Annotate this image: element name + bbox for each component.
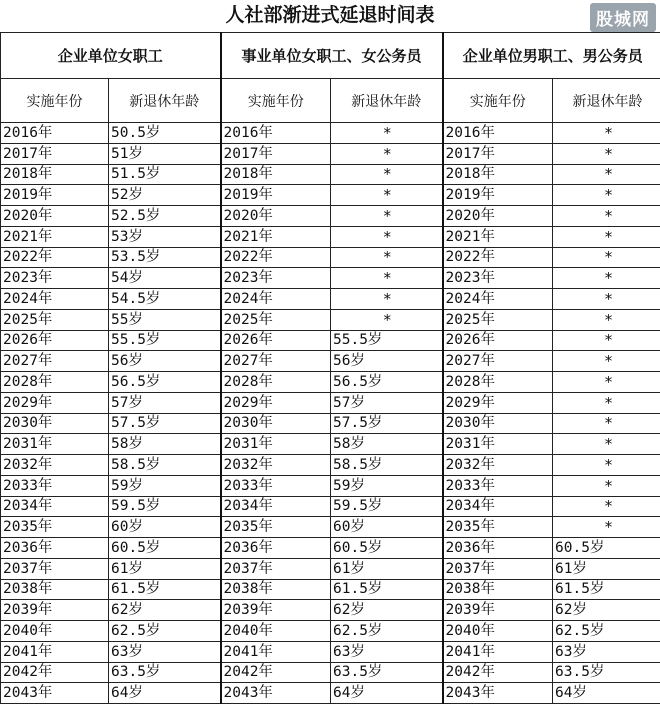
- age-cell: 61.5岁: [553, 579, 660, 600]
- year-cell: 2027年: [221, 351, 331, 372]
- year-cell: 2028年: [221, 372, 331, 393]
- year-cell: 2029年: [443, 392, 553, 413]
- year-cell: 2016年: [221, 123, 331, 144]
- year-cell: 2041年: [221, 641, 331, 662]
- table-row: [1, 268, 660, 289]
- age-cell: *: [553, 268, 660, 289]
- age-cell: 62.5岁: [331, 621, 443, 642]
- year-cell: 2036年: [1, 538, 109, 559]
- age-cell: 58岁: [331, 434, 443, 455]
- year-cell: 2024年: [443, 289, 553, 310]
- year-cell: 2019年: [443, 185, 553, 206]
- year-cell: 2016年: [1, 123, 109, 144]
- year-cell: 2034年: [443, 496, 553, 517]
- age-cell: 64岁: [109, 683, 221, 704]
- year-cell: 2038年: [221, 579, 331, 600]
- age-cell: *: [553, 164, 660, 185]
- year-cell: 2027年: [443, 351, 553, 372]
- table-row: [1, 206, 660, 227]
- year-cell: 2037年: [443, 558, 553, 579]
- year-cell: 2026年: [443, 330, 553, 351]
- year-cell: 2019年: [221, 185, 331, 206]
- age-cell: 61岁: [109, 558, 221, 579]
- year-cell: 2043年: [1, 683, 109, 704]
- age-cell: *: [553, 372, 660, 393]
- table-row: [1, 351, 660, 372]
- age-cell: 62.5岁: [553, 621, 660, 642]
- table-row: [1, 662, 660, 683]
- age-cell: 61岁: [553, 558, 660, 579]
- age-cell: 59岁: [331, 475, 443, 496]
- age-cell: *: [553, 475, 660, 496]
- table-row: [1, 372, 660, 393]
- year-cell: 2022年: [221, 247, 331, 268]
- age-cell: 52岁: [109, 185, 221, 206]
- age-cell: *: [553, 351, 660, 372]
- year-cell: 2023年: [1, 268, 109, 289]
- table-row: [1, 330, 660, 351]
- year-cell: 2018年: [1, 164, 109, 185]
- table-row: [1, 455, 660, 476]
- table-row: [1, 123, 660, 144]
- year-cell: 2023年: [443, 268, 553, 289]
- year-cell: 2021年: [221, 226, 331, 247]
- year-cell: 2031年: [443, 434, 553, 455]
- age-cell: 60.5岁: [331, 538, 443, 559]
- age-cell: *: [553, 455, 660, 476]
- age-cell: *: [553, 226, 660, 247]
- table-row: [1, 413, 660, 434]
- year-cell: 2021年: [443, 226, 553, 247]
- year-cell: 2022年: [1, 247, 109, 268]
- age-cell: *: [553, 392, 660, 413]
- year-cell: 2032年: [1, 455, 109, 476]
- age-cell: *: [553, 143, 660, 164]
- year-cell: 2038年: [1, 579, 109, 600]
- age-cell: 58岁: [109, 434, 221, 455]
- age-cell: *: [553, 434, 660, 455]
- table-row: [1, 185, 660, 206]
- age-cell: 59岁: [109, 475, 221, 496]
- age-cell: 60岁: [331, 517, 443, 538]
- year-cell: 2037年: [221, 558, 331, 579]
- age-cell: 63岁: [553, 641, 660, 662]
- year-cell: 2040年: [443, 621, 553, 642]
- year-cell: 2026年: [1, 330, 109, 351]
- age-cell: 54岁: [109, 268, 221, 289]
- year-cell: 2029年: [1, 392, 109, 413]
- age-cell: 54.5岁: [109, 289, 221, 310]
- age-cell: 56.5岁: [109, 372, 221, 393]
- age-cell: 57岁: [331, 392, 443, 413]
- age-cell: 55岁: [109, 309, 221, 330]
- age-cell: 59.5岁: [331, 496, 443, 517]
- year-cell: 2021年: [1, 226, 109, 247]
- year-cell: 2031年: [221, 434, 331, 455]
- column-header-year: 实施年份: [1, 79, 109, 123]
- age-cell: 57.5岁: [331, 413, 443, 434]
- year-cell: 2025年: [1, 309, 109, 330]
- column-header-year: 实施年份: [221, 79, 331, 123]
- age-cell: 62岁: [109, 600, 221, 621]
- age-cell: *: [553, 413, 660, 434]
- year-cell: 2022年: [443, 247, 553, 268]
- table-row: [1, 434, 660, 455]
- age-cell: 58.5岁: [109, 455, 221, 476]
- age-cell: 52.5岁: [109, 206, 221, 227]
- age-cell: *: [331, 206, 443, 227]
- age-cell: *: [331, 226, 443, 247]
- table-row: [1, 143, 660, 164]
- age-cell: 53.5岁: [109, 247, 221, 268]
- year-cell: 2028年: [443, 372, 553, 393]
- year-cell: 2039年: [443, 600, 553, 621]
- table-body: [1, 123, 660, 704]
- age-cell: 63岁: [331, 641, 443, 662]
- age-cell: 61岁: [331, 558, 443, 579]
- age-cell: 60.5岁: [109, 538, 221, 559]
- age-cell: 57岁: [109, 392, 221, 413]
- age-cell: 56.5岁: [331, 372, 443, 393]
- table-row: [1, 579, 660, 600]
- age-cell: *: [331, 185, 443, 206]
- year-cell: 2025年: [443, 309, 553, 330]
- age-cell: *: [553, 247, 660, 268]
- table-row: [1, 164, 660, 185]
- year-cell: 2031年: [1, 434, 109, 455]
- age-cell: 63.5岁: [553, 662, 660, 683]
- year-cell: 2037年: [1, 558, 109, 579]
- age-cell: 56岁: [331, 351, 443, 372]
- column-header-age: 新退休年龄: [553, 79, 660, 123]
- year-cell: 2039年: [1, 600, 109, 621]
- year-cell: 2033年: [221, 475, 331, 496]
- age-cell: 64岁: [331, 683, 443, 704]
- age-cell: 62岁: [553, 600, 660, 621]
- year-cell: 2035年: [1, 517, 109, 538]
- group-header-row: [1, 33, 660, 79]
- year-cell: 2028年: [1, 372, 109, 393]
- age-cell: *: [331, 289, 443, 310]
- year-cell: 2024年: [221, 289, 331, 310]
- year-cell: 2017年: [1, 143, 109, 164]
- year-cell: 2016年: [443, 123, 553, 144]
- year-cell: 2033年: [1, 475, 109, 496]
- year-cell: 2036年: [221, 538, 331, 559]
- year-cell: 2025年: [221, 309, 331, 330]
- age-cell: 61.5岁: [109, 579, 221, 600]
- year-cell: 2018年: [221, 164, 331, 185]
- table-row: [1, 392, 660, 413]
- year-cell: 2018年: [443, 164, 553, 185]
- year-cell: 2032年: [221, 455, 331, 476]
- age-cell: 56岁: [109, 351, 221, 372]
- year-cell: 2030年: [221, 413, 331, 434]
- year-cell: 2043年: [221, 683, 331, 704]
- table-row: [1, 621, 660, 642]
- year-cell: 2027年: [1, 351, 109, 372]
- year-cell: 2042年: [1, 662, 109, 683]
- year-cell: 2043年: [443, 683, 553, 704]
- age-cell: *: [553, 206, 660, 227]
- year-cell: 2034年: [221, 496, 331, 517]
- year-cell: 2033年: [443, 475, 553, 496]
- table-row: [1, 226, 660, 247]
- year-cell: 2035年: [221, 517, 331, 538]
- year-cell: 2036年: [443, 538, 553, 559]
- year-cell: 2042年: [443, 662, 553, 683]
- year-cell: 2020年: [443, 206, 553, 227]
- age-cell: *: [331, 123, 443, 144]
- year-cell: 2029年: [221, 392, 331, 413]
- year-cell: 2041年: [1, 641, 109, 662]
- year-cell: 2034年: [1, 496, 109, 517]
- year-cell: 2035年: [443, 517, 553, 538]
- age-cell: 50.5岁: [109, 123, 221, 144]
- page-title: 人社部渐进式延退时间表: [225, 4, 435, 26]
- year-cell: 2038年: [443, 579, 553, 600]
- age-cell: 60岁: [109, 517, 221, 538]
- year-cell: 2041年: [443, 641, 553, 662]
- year-cell: 2023年: [221, 268, 331, 289]
- watermark-logo: 股城网: [590, 3, 656, 32]
- column-header-age: 新退休年龄: [109, 79, 221, 123]
- age-cell: *: [553, 330, 660, 351]
- table-row: [1, 641, 660, 662]
- table-row: [1, 309, 660, 330]
- age-cell: 58.5岁: [331, 455, 443, 476]
- year-cell: 2040年: [1, 621, 109, 642]
- year-cell: 2042年: [221, 662, 331, 683]
- age-cell: *: [553, 517, 660, 538]
- table-row: [1, 289, 660, 310]
- table-row: [1, 600, 660, 621]
- age-cell: *: [331, 247, 443, 268]
- age-cell: *: [553, 496, 660, 517]
- table-row: [1, 558, 660, 579]
- year-cell: 2020年: [221, 206, 331, 227]
- year-cell: 2040年: [221, 621, 331, 642]
- year-cell: 2017年: [443, 143, 553, 164]
- age-cell: 51.5岁: [109, 164, 221, 185]
- age-cell: *: [553, 185, 660, 206]
- group-header-institution-female: 事业单位女职工、女公务员: [221, 33, 443, 79]
- age-cell: *: [331, 309, 443, 330]
- age-cell: *: [331, 268, 443, 289]
- age-cell: *: [331, 164, 443, 185]
- age-cell: 55.5岁: [331, 330, 443, 351]
- age-cell: *: [553, 123, 660, 144]
- year-cell: 2024年: [1, 289, 109, 310]
- year-cell: 2026年: [221, 330, 331, 351]
- age-cell: *: [331, 143, 443, 164]
- column-header-age: 新退休年龄: [331, 79, 443, 123]
- age-cell: 63岁: [109, 641, 221, 662]
- age-cell: 51岁: [109, 143, 221, 164]
- year-cell: 2030年: [1, 413, 109, 434]
- group-header-male: 企业单位男职工、男公务员: [443, 33, 660, 79]
- age-cell: 62岁: [331, 600, 443, 621]
- age-cell: 63.5岁: [331, 662, 443, 683]
- table-row: [1, 517, 660, 538]
- year-cell: 2017年: [221, 143, 331, 164]
- year-cell: 2032年: [443, 455, 553, 476]
- age-cell: 55.5岁: [109, 330, 221, 351]
- column-header-row: [1, 79, 660, 123]
- group-header-enterprise-female: 企业单位女职工: [1, 33, 221, 79]
- age-cell: 59.5岁: [109, 496, 221, 517]
- age-cell: 63.5岁: [109, 662, 221, 683]
- year-cell: 2020年: [1, 206, 109, 227]
- age-cell: *: [553, 289, 660, 310]
- age-cell: 64岁: [553, 683, 660, 704]
- age-cell: *: [553, 309, 660, 330]
- year-cell: 2030年: [443, 413, 553, 434]
- retirement-table: [0, 32, 660, 704]
- age-cell: 60.5岁: [553, 538, 660, 559]
- age-cell: 62.5岁: [109, 621, 221, 642]
- year-cell: 2019年: [1, 185, 109, 206]
- table-row: [1, 683, 660, 704]
- age-cell: 61.5岁: [331, 579, 443, 600]
- table-row: [1, 538, 660, 559]
- age-cell: 57.5岁: [109, 413, 221, 434]
- table-row: [1, 475, 660, 496]
- column-header-year: 实施年份: [443, 79, 553, 123]
- age-cell: 53岁: [109, 226, 221, 247]
- table-row: [1, 496, 660, 517]
- table-row: [1, 247, 660, 268]
- year-cell: 2039年: [221, 600, 331, 621]
